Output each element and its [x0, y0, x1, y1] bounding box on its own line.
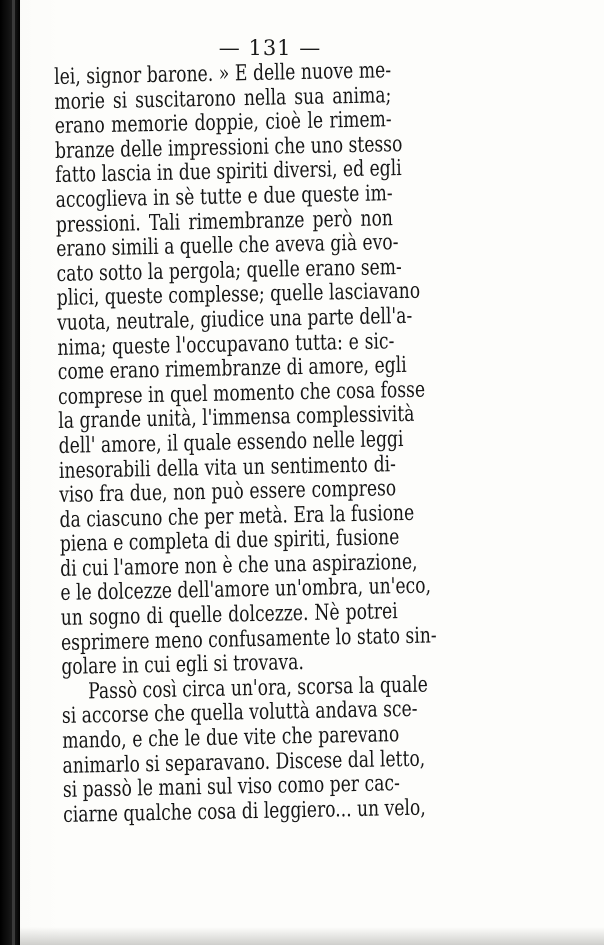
text-line: pressioni. Tali rimembranze però non: [55, 205, 394, 238]
text-line: viso fra due, non può essere compreso: [59, 476, 397, 509]
text-line: la grande unità, l'immensa complessività: [58, 402, 415, 435]
text-line: inesorabili della vita un sentimento di-: [58, 451, 397, 484]
text-line: comprese in quel momento che cosa fosse: [57, 377, 426, 410]
text-line: erano simili a quelle che aveva già evo-: [56, 230, 399, 263]
paragraph-start-line: Passò così circa un'ora, scorsa la quale: [88, 672, 429, 705]
text-line: cato sotto la pergola; quelle erano sem-: [56, 254, 402, 287]
page-body-text: [53, 58, 437, 828]
text-line: ciarne qualche cosa di leggiero... un velo,: [63, 795, 426, 828]
text-line: da ciascuno che per metà. Era la fusione: [59, 500, 415, 533]
page-number: — 131 —: [218, 36, 322, 60]
text-line: animarlo si separavano. Discese dal letto,: [62, 746, 426, 779]
text-line: lei, signor barone. » E delle nuove me-: [53, 58, 392, 90]
text-line: piena e completa di due spiriti, fusione: [59, 525, 400, 558]
text-line: un sogno di quelle dolcezze. Nè potrei: [60, 599, 398, 631]
text-line: mando, e che le due vite che parevano: [62, 722, 400, 754]
text-line: nima; queste l'occupavano tutta: e sic-: [57, 328, 395, 361]
text-line: erano memorie doppie, cioè le rimem-: [54, 107, 392, 140]
text-line: si accorse che quella voluttà andava sce-: [61, 697, 418, 730]
text-line: di cui l'amore non è che una aspirazione,: [60, 549, 418, 582]
text-line: accoglieva in sè tutte e due queste im-: [55, 181, 393, 213]
text-line: e le dolcezze dell'amore un'ombra, un'eco,: [60, 573, 432, 607]
text-line: dell' amore, il quale essendo nelle leggi: [58, 426, 404, 459]
text-line: fatto lascia in due spiriti diversi, ed egli: [55, 156, 402, 189]
text-line: plici, queste complesse; quelle lasciavano: [56, 279, 421, 312]
text-line: vuota, neutrale, giudice una parte dell'a-: [57, 303, 413, 336]
text-line: come erano rimembranze di amore, egli: [57, 353, 407, 386]
text-line: morie si suscitarono nella sua anima;: [54, 82, 392, 115]
page-bottom-shadow: [20, 927, 604, 945]
paragraph-end-line: golare in cui egli si trovava.: [61, 650, 305, 681]
book-binding-edge: [0, 0, 20, 945]
text-line: si passò le mani sul viso como per cac-: [62, 771, 400, 804]
text-line: esprimere meno confusamente lo stato sin-: [60, 623, 437, 656]
text-line: branze delle impressioni che uno stesso: [54, 131, 403, 164]
